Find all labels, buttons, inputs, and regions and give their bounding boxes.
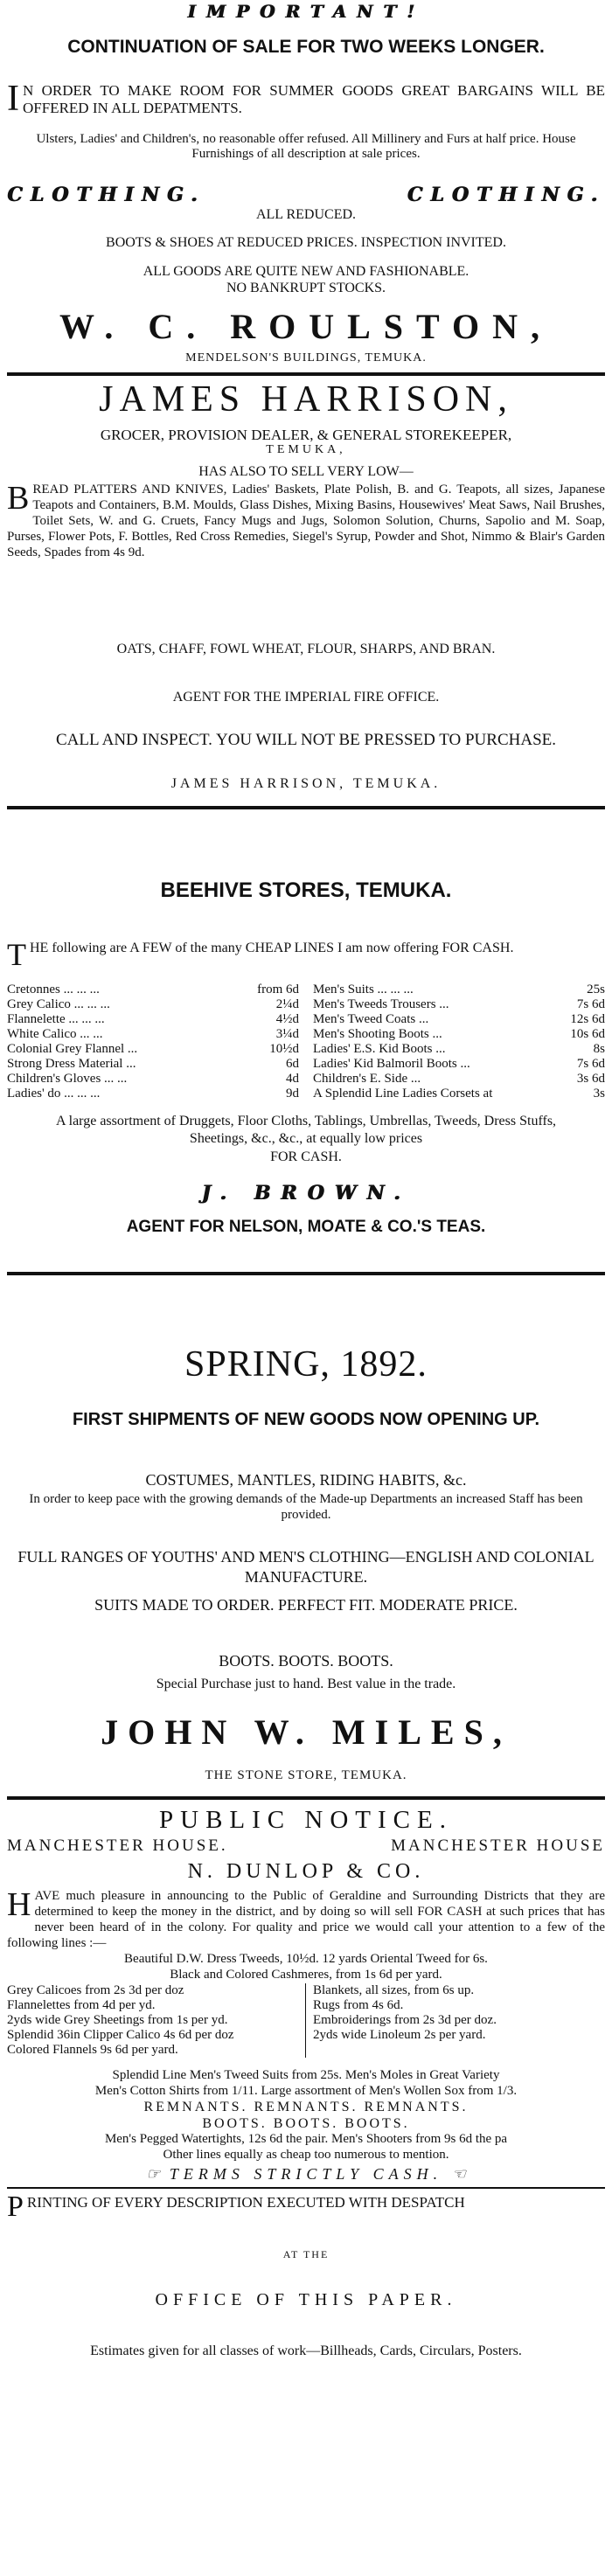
pointing-hand-left-icon: ☞ (146, 2165, 161, 2183)
manchester-house-left: MANCHESTER HOUSE. (7, 1837, 228, 1855)
office-of-paper: OFFICE OF THIS PAPER. (155, 2290, 457, 2309)
beehive-right-item (313, 1042, 605, 1057)
clothing-right: CLOTHING. (407, 184, 605, 206)
mens-suits: Splendid Line Men's Tweed Suits from 25s. Men's Moles in Great Variety (112, 2068, 500, 2082)
beehive-right-item-price: 7s 6d (576, 1057, 605, 1071)
roulston-advertisement (7, 2, 605, 21)
beehive-right-item (313, 982, 605, 997)
harrison-oats: OATS, CHAFF, FOWL WHEAT, FLOUR, SHARPS, AND BRAN. (116, 642, 496, 656)
beehive-right-item-name: Ladies' E.S. Kid Boots ... (313, 1042, 446, 1056)
all-reduced: ALL REDUCED. (255, 207, 357, 222)
manchester-house-right: MANCHESTER HOUSE (391, 1837, 605, 1855)
beehive-assortment: A large assortment of Druggets, Floor Cloths, Tablings, Umbrellas, Tweeds, Dress Stuffs, Sheetings, &c., &c., at equally low prices (55, 1114, 557, 1146)
goods-new: ALL GOODS ARE QUITE NEW AND FASHIONABLE. (143, 264, 469, 279)
printing-drop-cap: P (7, 2191, 24, 2223)
dress-tweeds: Beautiful D.W. Dress Tweeds, 10½d. 12 yards Oriental Tweed for 6s. (124, 1952, 488, 1966)
dunlop-boots: BOOTS. BOOTS. BOOTS. (202, 2116, 410, 2131)
cotton-shirts: Men's Cotton Shirts from 1/11. Large assortment of Men's Wollen Sox from 1/3. (94, 2084, 518, 2098)
beehive-right-item-name: Ladies' Kid Balmoril Boots ... (313, 1057, 470, 1071)
divider-4 (7, 1796, 605, 1800)
dunlop-line-item: Embroiderings from 2s 3d per doz. (313, 2013, 497, 2027)
beehive-left-item-price: from 6d (257, 982, 299, 996)
ulsters-text: Ulsters, Ladies' and Children's, no reasonable offer refused. All Millinery and Furs at half price. House Furnishings of all description at sale prices. (36, 132, 576, 161)
suits-line: SUITS MADE TO ORDER. PERFECT FIT. MODERATE PRICE. (94, 1596, 518, 1614)
keep-pace: In order to keep pace with the growing demands of the Made-up Departments an increased Staff has been provided. (29, 1492, 583, 1522)
public-notice-title: PUBLIC NOTICE. (159, 1806, 453, 1834)
brown-agent: AGENT FOR NELSON, MOATE & CO.'S TEAS. (126, 1218, 486, 1236)
beehive-left-item (7, 1057, 299, 1072)
boots-line: BOOTS. BOOTS. BOOTS. (219, 1652, 393, 1670)
beehive-right-item-name: Men's Tweeds Trousers ... (313, 997, 449, 1011)
full-ranges: FULL RANGES OF YOUTHS' AND MEN'S CLOTHING—ENGLISH AND COLONIAL MANUFACTURE. (17, 1548, 595, 1586)
important-heading: IMPORTANT! (187, 1, 425, 22)
beehive-left-item (7, 1072, 299, 1087)
harrison-drop-cap: B (7, 480, 30, 517)
miles-name: JOHN W. MILES, (101, 1712, 511, 1752)
dunlop-left-lines (7, 1983, 306, 2058)
clothing-left: CLOTHING. (7, 184, 205, 206)
beehive-price-list (7, 982, 605, 1101)
beehive-left-item (7, 1012, 299, 1027)
harrison-name: JAMES HARRISON, (99, 379, 513, 420)
beehive-intro (7, 937, 605, 972)
divider-2 (7, 806, 605, 809)
harrison-trade: GROCER, PROVISION DEALER, & GENERAL STOREKEEPER, (100, 427, 512, 443)
beehive-intro-text: HE following are A FEW of the many CHEAP LINES I am now offering FOR CASH. (30, 941, 514, 955)
beehive-right-item-name: Men's Shooting Boots ... (313, 1027, 442, 1041)
dunlop-right-lines (306, 1983, 605, 2058)
beehive-right-item-price: 25s (587, 982, 605, 996)
dunlop-line-item: Colored Flannels 9s 6d per yard. (7, 2043, 178, 2057)
beehive-left-item (7, 997, 299, 1012)
dunlop-line-item: 2yds wide Grey Sheetings from 1s per yd. (7, 2013, 228, 2027)
beehive-left-item-price: 10½d (269, 1042, 299, 1056)
spring-title: SPRING, 1892. (184, 1344, 428, 1385)
dunlop-line-item: Flannelettes from 4d per yd. (7, 1998, 156, 2012)
beehive-right-item-price: 10s 6d (570, 1027, 605, 1041)
beehive-left-item (7, 982, 299, 997)
pegged-watertights: Men's Pegged Watertights, 12s 6d the pair. Men's Shooters from 9s 6d the pa (104, 2132, 508, 2146)
beehive-left-item (7, 1087, 299, 1101)
intro-text: N ORDER TO MAKE ROOM FOR SUMMER GOODS GREAT BARGAINS WILL BE OFFERED IN ALL DEPATMENTS. (23, 82, 605, 116)
beehive-right-item (313, 1072, 605, 1087)
beehive-left-item-price: 4d (286, 1072, 299, 1086)
beehive-left-item-name: Children's Gloves ... ... (7, 1072, 128, 1086)
harrison-list (7, 482, 605, 560)
pointing-hand-right-icon: ☜ (451, 2165, 466, 2183)
dunlop-line-item: 2yds wide Linoleum 2s per yard. (313, 2028, 486, 2042)
divider-5 (7, 2187, 605, 2189)
remnants: REMNANTS. REMNANTS. REMNANTS. (143, 2100, 469, 2114)
special-purchase: Special Purchase just to hand. Best value in the trade. (156, 1677, 456, 1691)
stone-store: THE STONE STORE, TEMUKA. (205, 1768, 407, 1782)
harrison-town: TEMUKA, (266, 443, 346, 456)
beehive-right-item-price: 12s 6d (570, 1012, 605, 1026)
other-lines: Other lines equally as cheap too numerous to mention. (163, 2148, 449, 2162)
beehive-left-item-name: Cretonnes ... ... ... (7, 982, 100, 996)
beehive-left-item-price: 3¼d (275, 1027, 299, 1041)
beehive-left-column (7, 982, 306, 1101)
beehive-left-item (7, 1042, 299, 1057)
beehive-left-item-name: Flannelette ... ... ... (7, 1012, 105, 1026)
beehive-right-item-name: Children's E. Side ... (313, 1072, 421, 1086)
beehive-right-item (313, 1057, 605, 1072)
beehive-left-item-price: 6d (286, 1057, 299, 1071)
intro-drop-cap: I (7, 79, 19, 119)
beehive-right-item-price: 3s 6d (576, 1072, 605, 1086)
divider-1 (7, 372, 605, 376)
printing-text: RINTING OF EVERY DESCRIPTION EXECUTED WITH DESPATCH (26, 2194, 465, 2211)
cashmeres: Black and Colored Cashmeres, from 1s 6d per yard. (170, 1968, 442, 1982)
dunlop-line-item: Rugs from 4s 6d. (313, 1998, 404, 2012)
beehive-right-item (313, 1027, 605, 1042)
beehive-left-item-price: 9d (286, 1087, 299, 1101)
beehive-right-item-name: Men's Suits ... ... ... (313, 982, 414, 996)
beehive-right-item-price: 7s 6d (576, 997, 605, 1011)
beehive-left-item-name: Grey Calico ... ... ... (7, 997, 110, 1011)
dunlop-line-item: Grey Calicoes from 2s 3d per doz (7, 1983, 184, 1997)
sale-subheading: CONTINUATION OF SALE FOR TWO WEEKS LONGER. (67, 37, 545, 57)
beehive-drop-cap: T (7, 937, 26, 972)
beehive-right-item (313, 1012, 605, 1027)
boots-reduced: BOOTS & SHOES AT REDUCED PRICES. INSPECTION INVITED. (106, 235, 506, 250)
at-the: AT THE (282, 2248, 330, 2260)
beehive-left-item-price: 2¼d (275, 997, 299, 1011)
dunlop-lines (7, 1983, 605, 2058)
terms-cash (7, 2165, 605, 2184)
roulston-name: W. C. ROULSTON, (59, 307, 553, 346)
harrison-agent: AGENT FOR THE IMPERIAL FIRE OFFICE. (172, 690, 440, 705)
beehive-right-item-price: 3s (593, 1087, 605, 1101)
estimates: Estimates given for all classes of work—Billheads, Cards, Circulars, Posters. (90, 2343, 522, 2358)
beehive-right-item-name: A Splendid Line Ladies Corsets at (313, 1087, 493, 1101)
harrison-sign: JAMES HARRISON, TEMUKA. (170, 776, 442, 791)
roulston-address: MENDELSON'S BUILDINGS, TEMUKA. (185, 351, 427, 365)
beehive-left-item-name: Colonial Grey Flannel ... (7, 1042, 138, 1056)
beehive-right-item (313, 997, 605, 1012)
beehive-right-item (313, 1087, 605, 1101)
beehive-right-item-name: Men's Tweed Coats ... (313, 1012, 429, 1026)
beehive-title: BEEHIVE STORES, TEMUKA. (160, 878, 452, 902)
beehive-right-column (306, 982, 605, 1101)
harrison-call: CALL AND INSPECT. YOU WILL NOT BE PRESSED TO PURCHASE. (56, 731, 556, 749)
dunlop-intro (7, 1888, 605, 1951)
sale-intro (7, 79, 605, 119)
harrison-also: HAS ALSO TO SELL VERY LOW— (198, 464, 414, 479)
costumes-line: COSTUMES, MANTLES, RIDING HABITS, &c. (145, 1471, 467, 1489)
beehive-for-cash: FOR CASH. (270, 1149, 342, 1164)
first-shipments: FIRST SHIPMENTS OF NEW GOODS NOW OPENING UP. (72, 1410, 540, 1429)
harrison-list-text: READ PLATTERS AND KNIVES, Ladies' Baskets, Plate Polish, B. and G. Teapots, all sizes, Japanese Teapots and Containers, B.M. Moulds, Glass Dishes, Mixing Basins, Housewives' Meat Saws, Nail Brushes, Toilet Sets, W. and G. Cruets, Fancy Mugs and Jugs, Solomon Solution, Churns, Sapolio and M. Soap, Purses, Flower Pots, F. Bottles, Red Cross Remedies, Siegel's Syrup, Powder and Shot, Nimmo & Blair's Garden Seeds, Spades from 4s 9d. (7, 483, 605, 559)
beehive-left-item (7, 1027, 299, 1042)
clothing-banner (7, 184, 605, 206)
beehive-right-item-price: 8s (593, 1042, 605, 1056)
beehive-left-item-name: White Calico ... ... (7, 1027, 103, 1041)
manchester-house-line (7, 1837, 605, 1856)
dunlop-intro-text: AVE much pleasure in announcing to the Public of Geraldine and Surrounding Districts that they are determined to keep the money in the district, and by doing so will sell FOR CASH at such prices that has never been heard of in the colony. For quality and price we would call your attention to a few of the following lines :— (7, 1889, 605, 1950)
dunlop-line-item: Blankets, all sizes, from 6s up. (313, 1983, 475, 1997)
dunlop-name: N. DUNLOP & CO. (187, 1860, 425, 1883)
beehive-left-item-name: Ladies' do ... ... ... (7, 1087, 101, 1101)
dunlop-line-item: Splendid 36in Clipper Calico 4s 6d per doz (7, 2028, 234, 2042)
dunlop-drop-cap: H (7, 1886, 31, 1923)
printing-line (7, 2191, 605, 2223)
no-bankrupt: NO BANKRUPT STOCKS. (226, 281, 386, 295)
divider-3 (7, 1272, 605, 1275)
beehive-left-item-name: Strong Dress Material ... (7, 1057, 136, 1071)
brown-name: J. BROWN. (201, 1182, 411, 1205)
beehive-left-item-price: 4½d (275, 1012, 299, 1026)
terms-text: TERMS STRICTLY CASH. (169, 2165, 443, 2183)
